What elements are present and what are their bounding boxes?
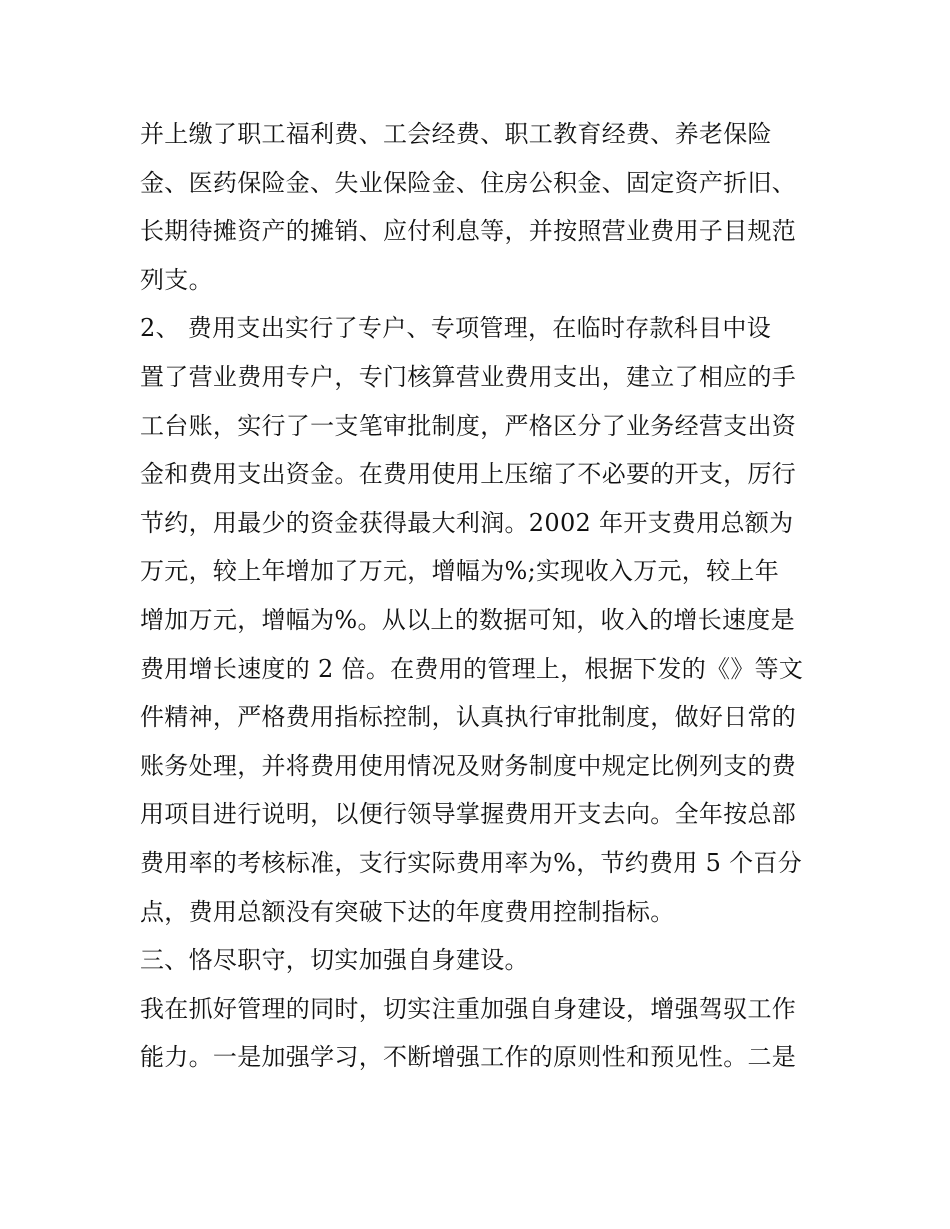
text-line: 置了营业费用专户，专门核算营业费用支出，建立了相应的手 <box>140 362 797 391</box>
text-line: 点，费用总额没有突破下达的年度费用控制指标。 <box>140 897 675 926</box>
text-line: 能力。一是加强学习，不断增强工作的原则性和预见性。二是 <box>140 1043 797 1072</box>
text-line: 费用率的考核标准，支行实际费用率为%，节约费用 5 个百分 <box>140 848 803 877</box>
text-line: 账务处理，并将费用使用情况及财务制度中规定比例列支的费 <box>140 751 797 780</box>
text-line: 件精神，严格费用指标控制，认真执行审批制度，做好日常的 <box>140 703 797 732</box>
text-line: 2、 费用支出实行了专户、专项管理，在临时存款科目中设 <box>140 314 771 343</box>
text-line: 用项目进行说明，以便行领导掌握费用开支去向。全年按总部 <box>140 800 797 829</box>
text-line: 我在抓好管理的同时，切实注重加强自身建设，增强驾驭工作 <box>140 994 797 1023</box>
text-line: 节约，用最少的资金获得最大利润。2002 年开支费用总额为 <box>140 508 794 537</box>
text-line: 万元，较上年增加了万元，增幅为%;实现收入万元，较上年 <box>140 557 779 586</box>
text-line: 增加万元，增幅为%。从以上的数据可知，收入的增长速度是 <box>140 605 795 634</box>
text-line: 并上缴了职工福利费、工会经费、职工教育经费、养老保险 <box>140 120 772 148</box>
text-line: 长期待摊资产的摊销、应付利息等，并按照营业费用子目规范 <box>140 217 797 246</box>
text-line: 金和费用支出资金。在费用使用上压缩了不必要的开支，厉行 <box>140 460 797 489</box>
document-body <box>140 110 820 1082</box>
text-line: 金、医药保险金、失业保险金、住房公积金、固定资产折旧、 <box>140 168 797 197</box>
text-line: 工台账，实行了一支笔审批制度，严格区分了业务经营支出资 <box>140 411 797 440</box>
text-line: 费用增长速度的 2 倍。在费用的管理上，根据下发的《》等文 <box>140 654 804 683</box>
section-heading: 三、恪尽职守，切实加强自身建设。 <box>140 946 529 975</box>
text-line: 列支。 <box>140 265 213 294</box>
